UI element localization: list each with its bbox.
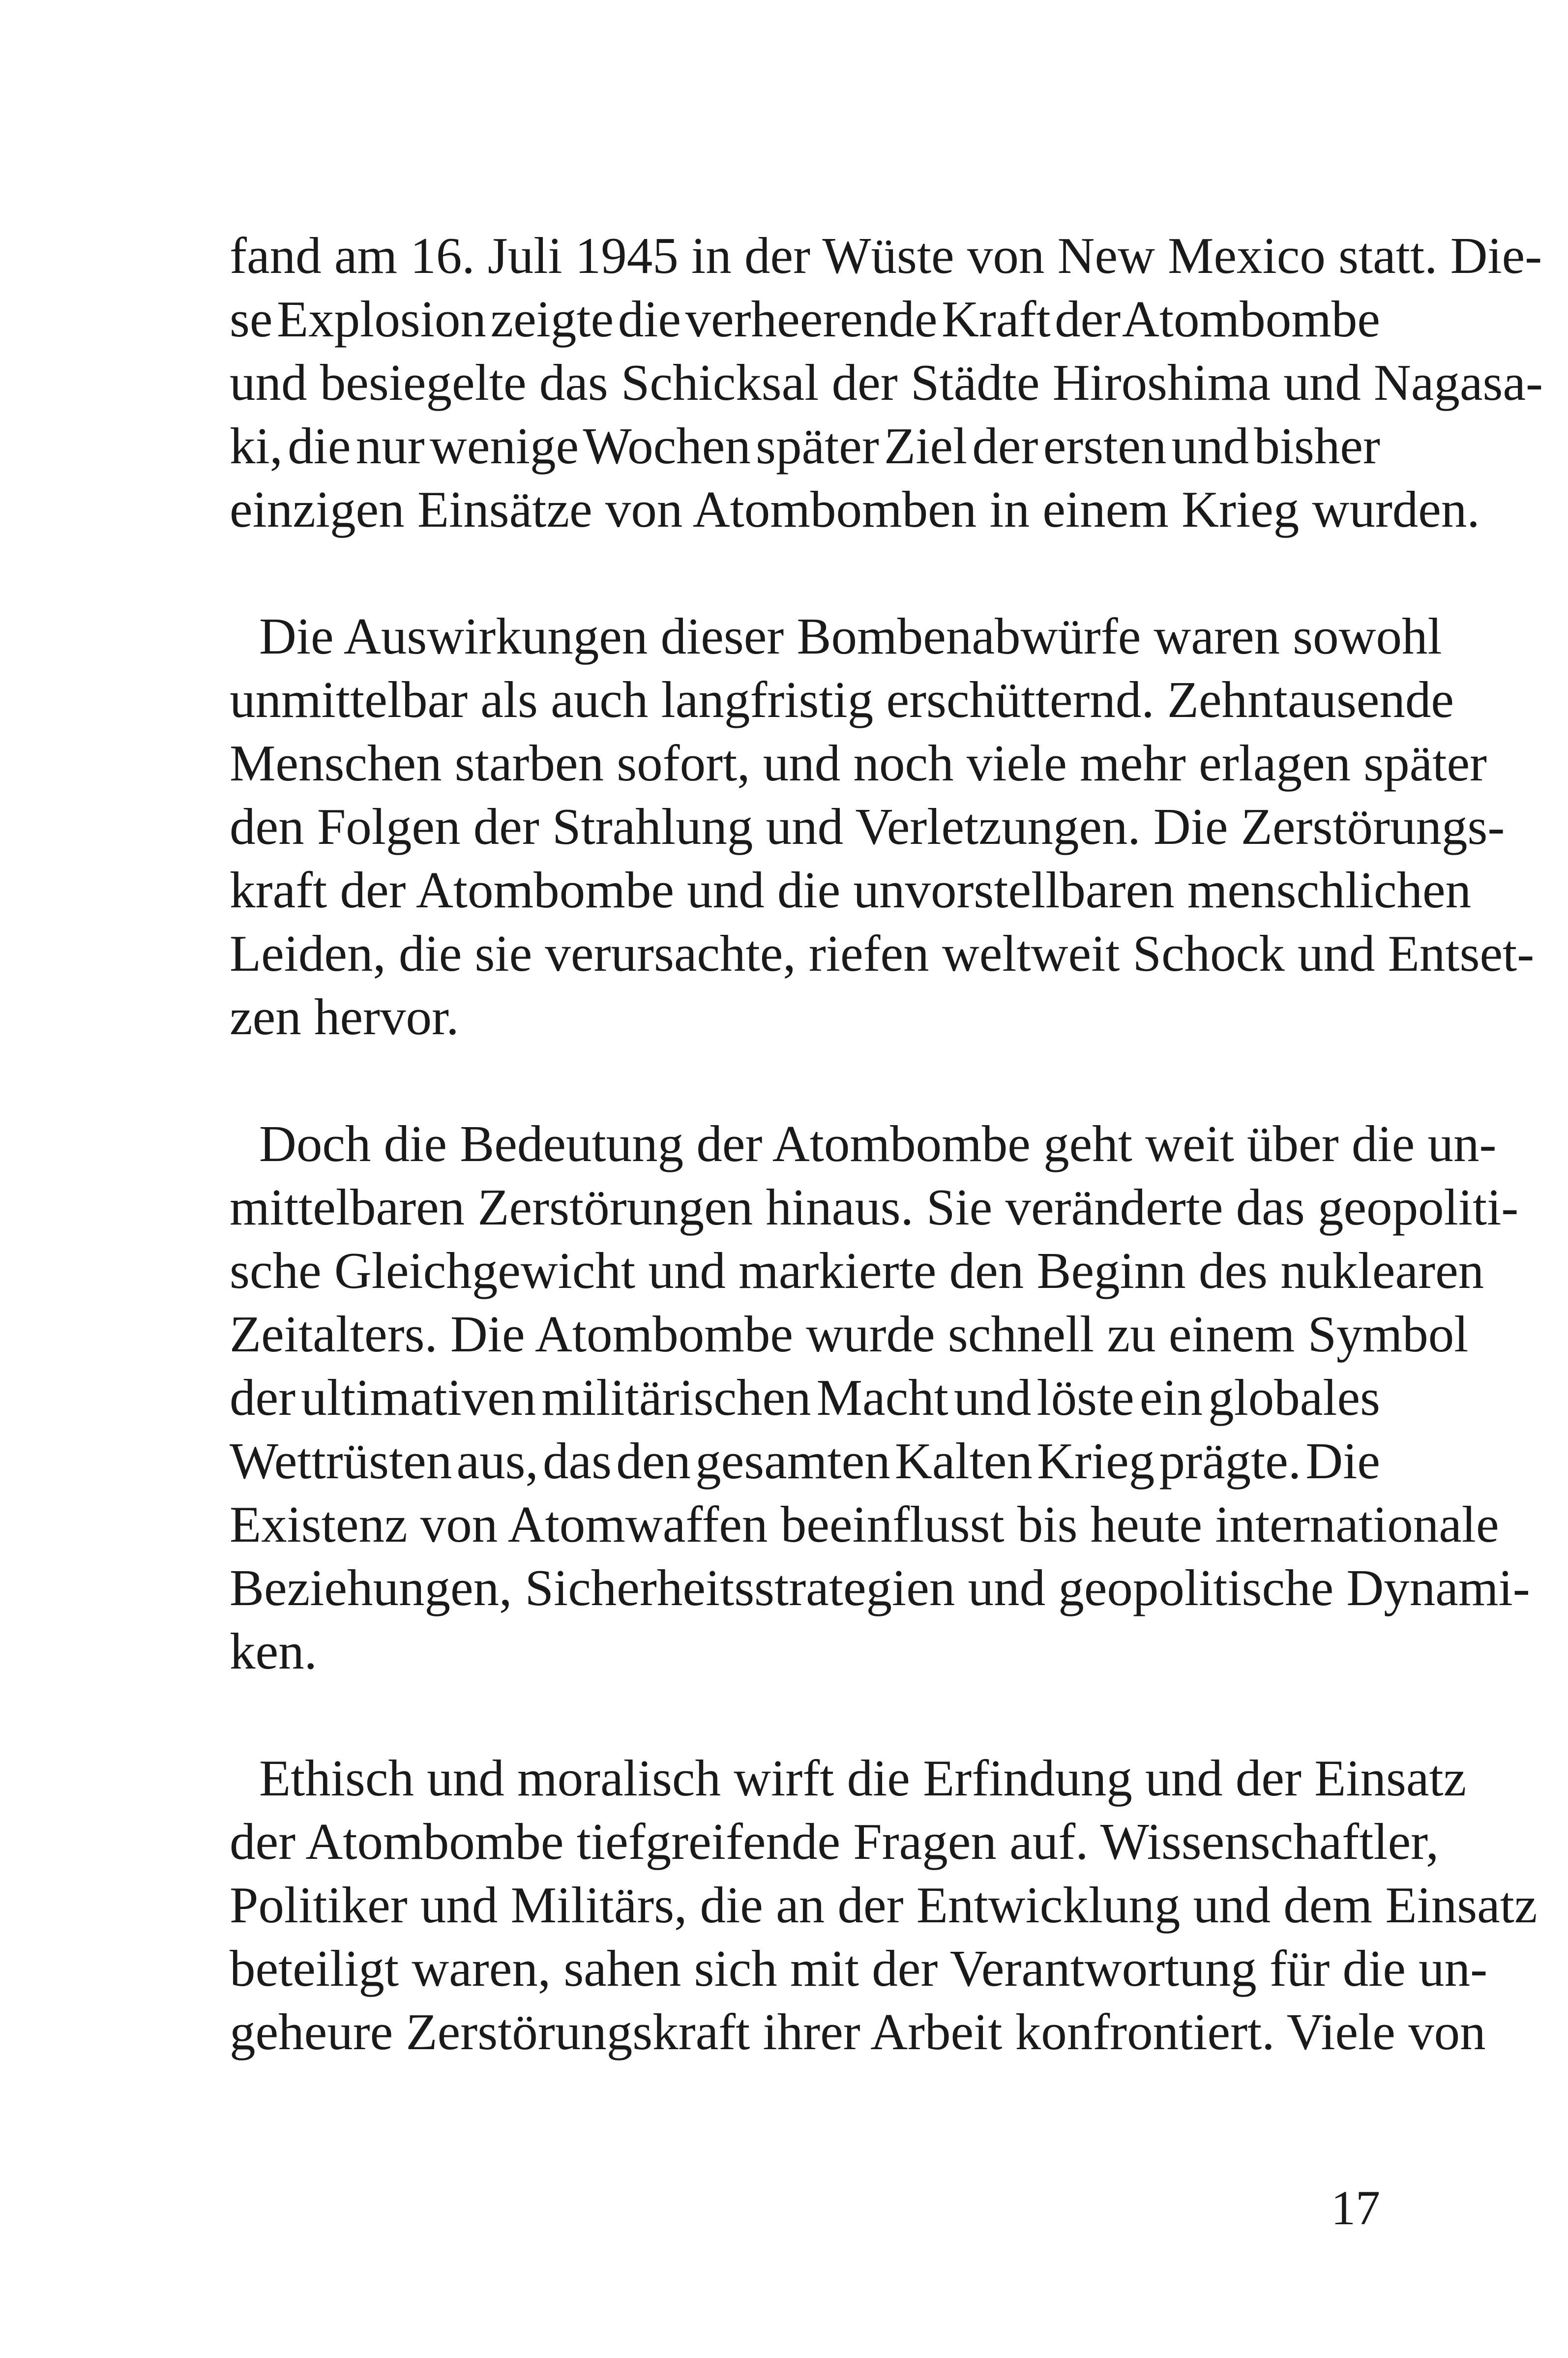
text-line: geheure Zerstörungskraft ihrer Arbeit konfrontiert. Viele von [230,2003,1486,2060]
text-line: fand am 16. Juli 1945 in der Wüste von New Mexico statt. Die- [230,227,1542,284]
text-line: kraft der Atombombe und die unvorstellbaren menschlichen [230,861,1472,919]
page-number: 17 [1331,2180,1380,2235]
paragraph-1 [230,224,1543,541]
text-line: Wettrüsten aus, das den gesamten Kalten Krieg prägte. Die [230,1432,1380,1490]
text-line: Menschen starben sofort, und noch viele mehr erlagen später [230,734,1487,792]
text-line: zen hervor. [230,988,459,1045]
text-line: beteiligt waren, sahen sich mit der Verantwortung für die un- [230,1940,1488,1997]
text-line: und besiegelte das Schicksal der Städte Hiroshima und Nagasa- [230,354,1543,411]
text-line: Existenz von Atomwaffen beeinflusst bis heute internationale [230,1495,1499,1553]
text-line: Politiker und Militärs, die an der Entwicklung und dem Einsatz [230,1876,1538,1934]
text-line: unmittelbar als auch langfristig erschütternd. Zehntausende [230,671,1454,728]
text-line: se Explosion zeigte die verheerende Kraft der Atombombe [230,290,1380,348]
text-line: Ethisch und moralisch wirft die Erfindung und der Einsatz [259,1749,1467,1807]
text-line: Leiden, die sie verursachte, riefen weltweit Schock und Entset- [230,925,1535,982]
text-line: einzigen Einsätze von Atombomben in einem Krieg wurden. [230,480,1480,538]
text-line: den Folgen der Strahlung und Verletzungen. Die Zerstörungs- [230,798,1505,855]
text-line: Beziehungen, Sicherheitsstrategien und geopolitische Dynami- [230,1559,1530,1616]
text-line: der ultimativen militärischen Macht und löste ein globales [230,1369,1380,1426]
body-text [230,224,1543,2063]
text-line: Doch die Bedeutung der Atombombe geht weit über die un- [259,1115,1497,1172]
text-line: ken. [230,1622,317,1680]
text-line: sche Gleichgewicht und markierte den Beginn des nuklearen [230,1242,1484,1299]
text-line: ki, die nur wenige Wochen später Ziel der ersten und bisher [230,417,1380,475]
text-line: der Atombombe tiefgreifende Fragen auf. Wissenschaftler, [230,1813,1439,1870]
paragraph-4 [230,1746,1538,2063]
text-line: Zeitalters. Die Atombombe wurde schnell zu einem Symbol [230,1305,1469,1363]
paragraph-2 [230,604,1535,1048]
text-line: Die Auswirkungen dieser Bombenabwürfe waren sowohl [259,607,1442,665]
text-line: mittelbaren Zerstörungen hinaus. Sie veränderte das geopoliti- [230,1178,1519,1236]
paragraph-3 [230,1112,1530,1683]
